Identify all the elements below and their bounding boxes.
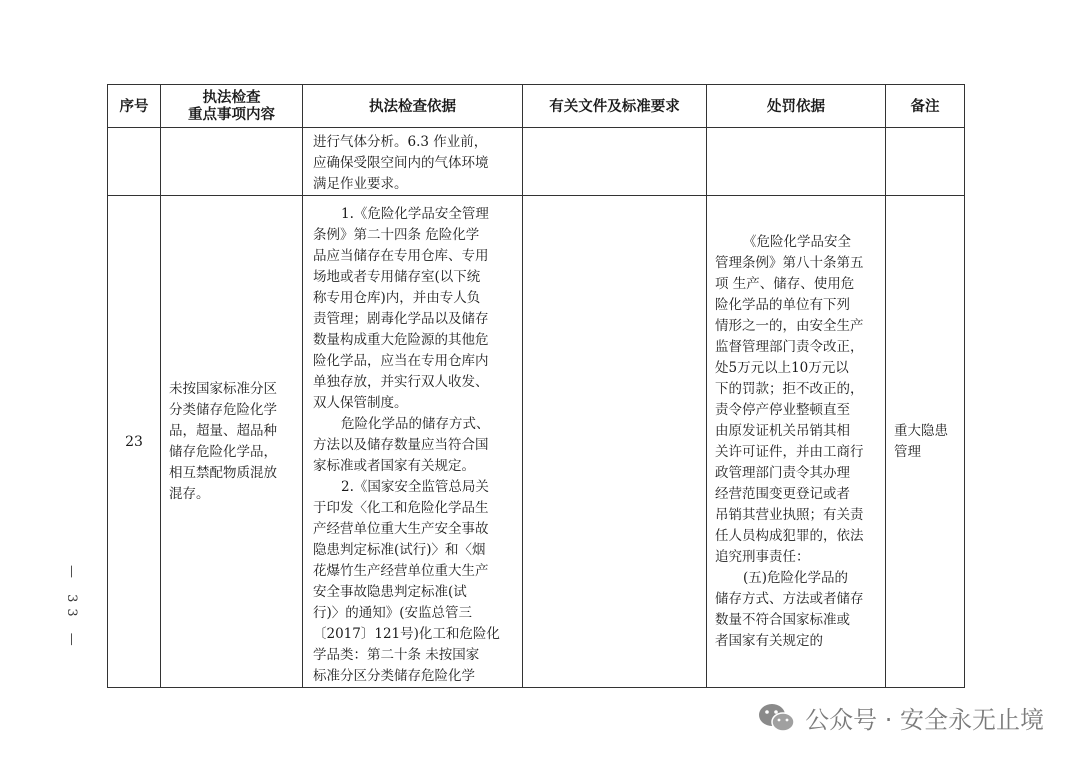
- watermark: [757, 700, 1044, 735]
- wechat-icon: [757, 701, 797, 735]
- header-standards: 有关文件及标准要求: [523, 85, 707, 128]
- table-row-continued: [108, 128, 965, 196]
- header-number: 序号: [108, 85, 161, 128]
- header-row: [108, 85, 965, 128]
- cell-row-number: 23: [108, 196, 161, 688]
- page-number: — 33 —: [64, 565, 79, 652]
- cell-penalty: [707, 196, 886, 688]
- cell-empty: [108, 128, 161, 196]
- cell-item: 未按国家标准分区 分类储存危险化学 品，超量、超品种 储存危险化学品， 相互禁配物质混放 混存。: [161, 196, 303, 688]
- basis-paragraph-2: 危险化学品的储存方式、 方法以及储存数量应当符合国 家标准或者国家有关规定。: [313, 416, 490, 474]
- cell-empty: [523, 128, 707, 196]
- watermark-text: 公众号 · 安全永无止境: [805, 706, 1044, 734]
- basis-paragraph-1: 1.《危险化学品安全管理 条例》第二十四条 危险化学 品应当储存在专用仓库、专用 场地或者专用储存室(以下统 称专用仓库)内，并由专人负 责管理；剧毒化学品以及储存 数量构成重大危险源的其他危 险化学品，应当在专用仓库内 单独存放，并实行双人收发、 双人保管制度。: [313, 206, 489, 411]
- cell-empty: [886, 128, 965, 196]
- penalty-paragraph-2: (五)危险化学品的 储存方式、方法或者储存 数量不符合国家标准或 者国家有关规定的: [715, 569, 864, 649]
- cell-basis-continued: 进行气体分析。6.3 作业前， 应确保受限空间内的气体环境 满足作业要求。: [303, 128, 523, 196]
- header-note: 备注: [886, 85, 965, 128]
- basis-paragraph-3: 2.《国家安全监管总局关 于印发〈化工和危险化学品生 产经营单位重大生产安全事故 隐患判定标准(试行)〉和〈烟 花爆竹生产经营单位重大生产 安全事故隐患判定标准(试 行)〉的通知》(安监总管三 〔2017〕121号)化工和危险化 学品类：第二十条 未按国家 标准分区分类储存危险化学: [313, 479, 500, 684]
- penalty-paragraph-1: 《危险化学品安全 管理条例》第八十条第五 项 生产、储存、使用危 险化学品的单位有下列 情形之一的，由安全生产 监督管理部门责令改正， 处5万元以上10万元以 下的罚款；拒不改正的， 责令停产停业整顿直至 由原发证机关吊销其相 关许可证件，并由工商行 政管理部门责令其办理 经营范围变更登记或者 吊销其营业执照；有关责 任人员构成犯罪的，依法 追究刑事责任：: [715, 233, 864, 565]
- table-row: [108, 196, 965, 688]
- enforcement-table: [107, 84, 965, 688]
- cell-empty: [161, 128, 303, 196]
- cell-empty: [707, 128, 886, 196]
- header-item: 执法检查 重点事项内容: [161, 85, 303, 128]
- cell-note: 重大隐患 管理: [886, 196, 965, 688]
- header-penalty: 处罚依据: [707, 85, 886, 128]
- cell-basis: [303, 196, 523, 688]
- header-basis: 执法检查依据: [303, 85, 523, 128]
- cell-standards: [523, 196, 707, 688]
